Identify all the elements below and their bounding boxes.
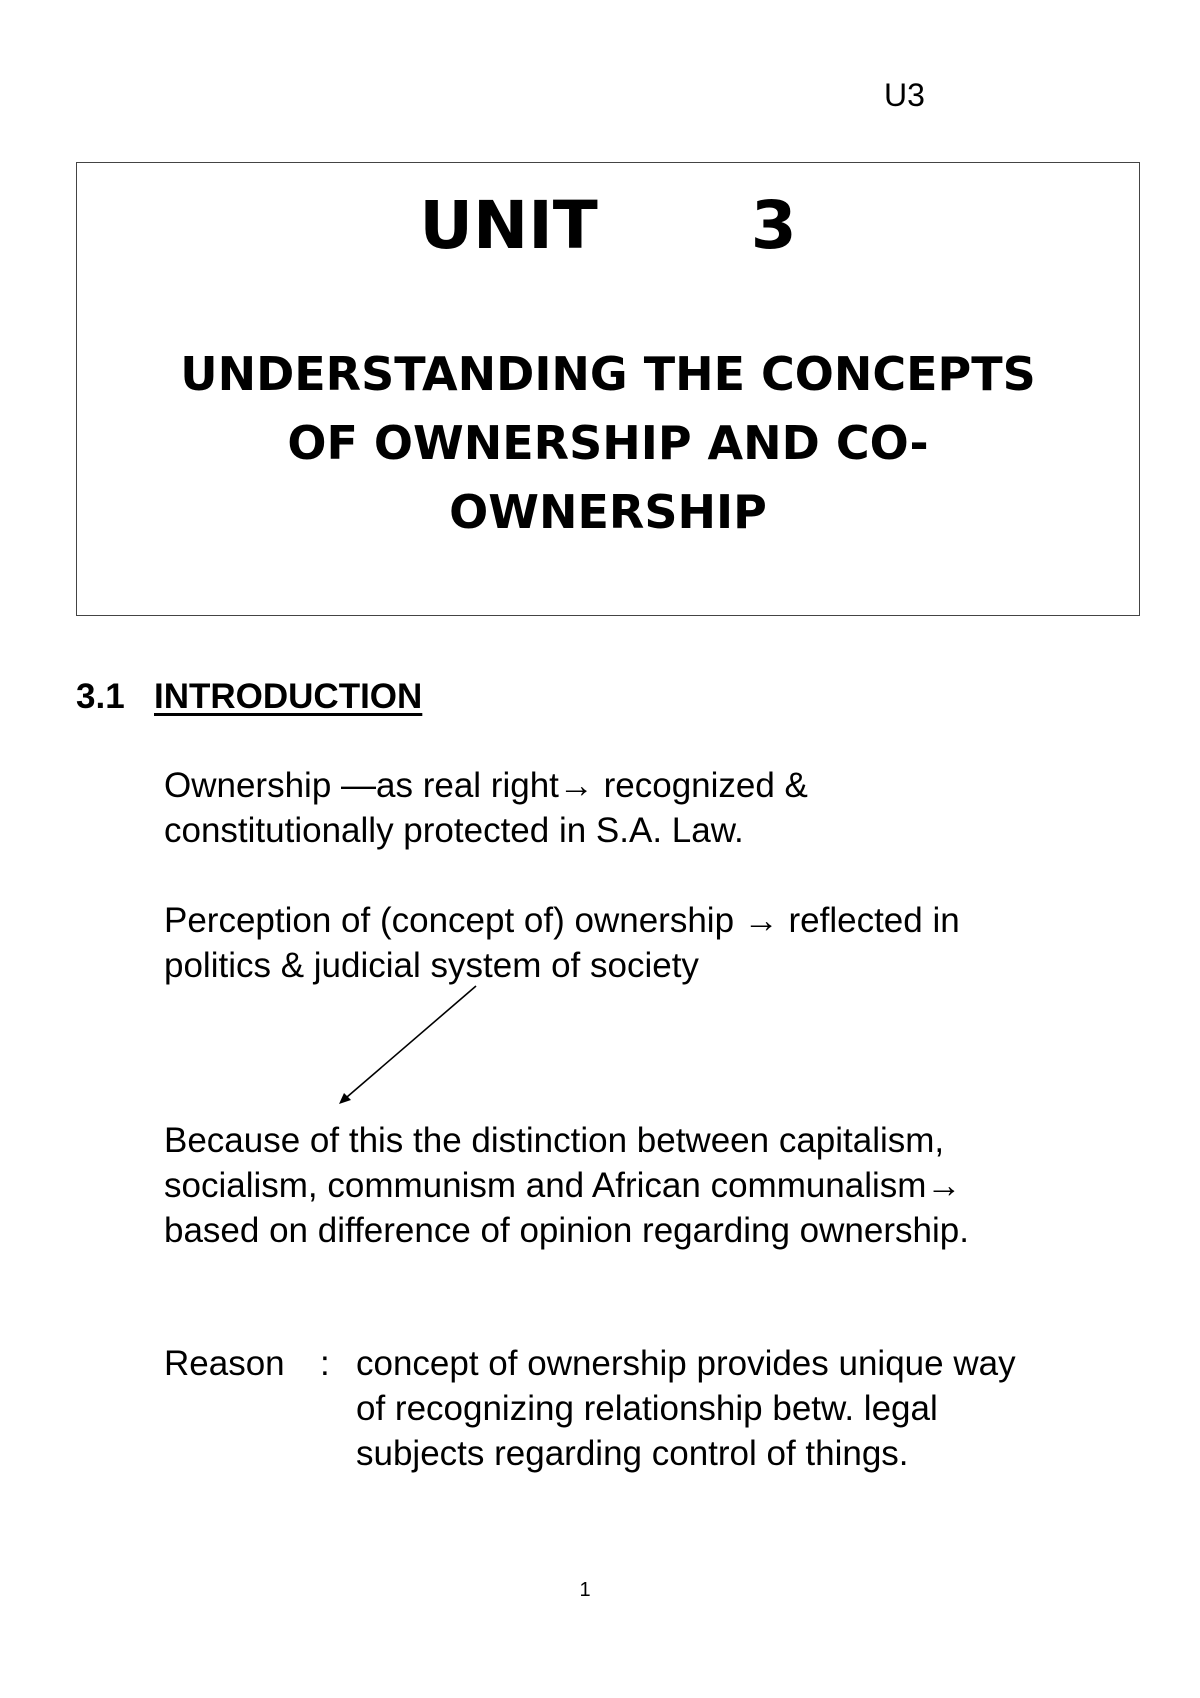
unit-subtitle-line-2: OF OWNERSHIP AND CO- (287, 416, 929, 470)
paragraph-distinction-line-3: based on difference of opinion regarding ownership. (164, 1211, 969, 1250)
unit-title: UNIT 3 (419, 187, 797, 264)
paragraph-perception-line-2: politics & judicial system of society (164, 946, 699, 985)
reason-text (356, 1341, 1016, 1476)
reason-label: Reason (164, 1344, 285, 1383)
unit-subtitle-line-1: UNDERSTANDING THE CONCEPTS (180, 347, 1036, 401)
paragraph-ownership (164, 763, 808, 853)
unit-subtitle (96, 340, 1120, 547)
paragraph-ownership-line-1: Ownership —as real right→ recognized & (164, 766, 808, 805)
paragraph-distinction (164, 1118, 969, 1253)
paragraph-ownership-line-2: constitutionally protected in S.A. Law. (164, 811, 744, 850)
unit-subtitle-line-3: OWNERSHIP (449, 485, 767, 539)
paragraph-distinction-line-2: socialism, communism and African communalism→ (164, 1166, 962, 1205)
page-number: 1 (579, 1579, 591, 1601)
page-code: U3 (884, 77, 925, 113)
paragraph-perception-line-1: Perception of (concept of) ownership → reflected in (164, 901, 960, 940)
section-heading (76, 675, 422, 719)
pointer-arrow-head (339, 1093, 351, 1104)
reason-colon: : (320, 1344, 330, 1383)
reason-line-2: of recognizing relationship betw. legal (356, 1389, 938, 1428)
paragraph-distinction-line-1: Because of this the distinction between capitalism, (164, 1121, 945, 1160)
pointer-arrow-line (347, 986, 476, 1097)
reason-line-1: concept of ownership provides unique way (356, 1344, 1016, 1383)
section-number: 3.1 (76, 677, 125, 716)
paragraph-perception (164, 898, 960, 988)
reason-line-3: subjects regarding control of things. (356, 1434, 909, 1473)
section-title: INTRODUCTION (154, 677, 423, 716)
